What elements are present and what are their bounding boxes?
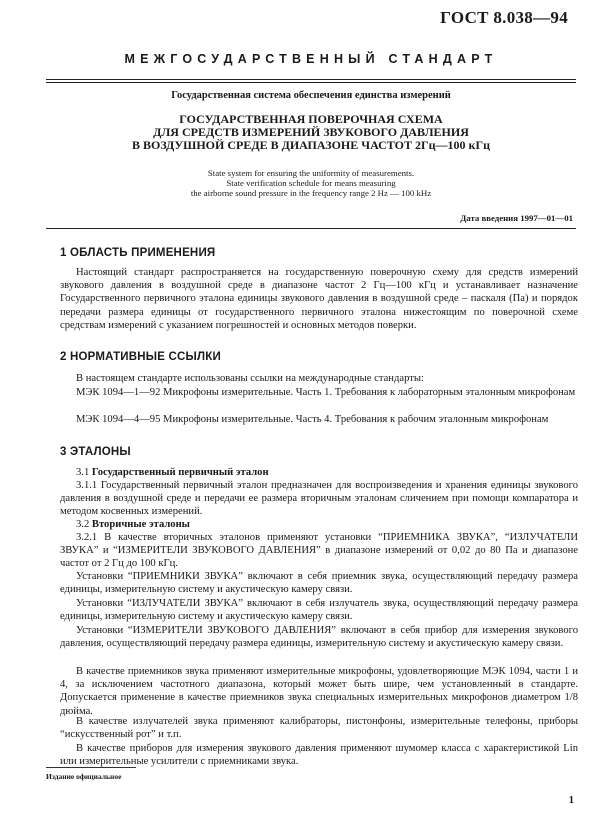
- subsection-3-2-heading: [60, 518, 578, 531]
- english-title-line: State verification schedule for means measuring: [226, 178, 396, 188]
- paragraph-3-2-1: 3.2.1 В качестве вторичных эталонов применяют установки “ПРИЕМНИКА ЗВУКА”, “ИЗЛУЧАТЕЛИ ЗВУКА” и “ИЗМЕРИТЕЛИ ЗВУКОВОГО ДАВЛЕНИЯ” в диапазоне измерений от 0,02 до 80 Па и диапазоне частот от 2 Гц до 100 кГц.: [60, 532, 578, 570]
- paragraph-receivers: Установки “ПРИЕМНИКИ ЗВУКА” включают в себя приемник звука, осуществляющий передачу размера единицы, измерительную систему и акустическую камеру связи.: [60, 571, 578, 596]
- subsection-3-2-title: Вторичные эталоны: [91, 519, 190, 530]
- document-title: [60, 113, 562, 152]
- introduction-date: Дата введения 1997—01—01: [460, 213, 573, 223]
- subsection-3-1-number: 3.1: [76, 467, 90, 478]
- section-2-heading: 2 НОРМАТИВНЫЕ ССЫЛКИ: [60, 351, 221, 363]
- subsection-3-2-number: 3.2: [76, 519, 90, 530]
- footer-rule: [46, 767, 136, 768]
- english-title-line: State system for ensuring the uniformity of measurements.: [207, 168, 415, 178]
- gost-code: ГОСТ 8.038—94: [440, 8, 568, 27]
- title-line: В ВОЗДУШНОЙ СРЕДЕ В ДИАПАЗОНЕ ЧАСТОТ 2Гц—100 кГц: [132, 138, 490, 152]
- system-line: Государственная система обеспечения единства измерений: [171, 90, 451, 101]
- section-1-text: Настоящий стандарт распространяется на государственную поверочную схему для средств измерений звукового давления в воздушной среде в диапазоне частот 2 Гц—100 кГц и устанавливает назначение Государственного первичного эталона единицы звукового давления в воздушной среде – паскаля (Па) и порядок передачи размера единицы от государственного первичного эталона нижестоящим по поверочной схеме средствам измерений с указанием погрешностей и основных методов поверки.: [60, 267, 578, 331]
- paragraph-calibrators: В качестве излучателей звука применяют калибраторы, пистонфоны, измерительные телефоны, приборы “искусственный рот” и т.п.: [60, 716, 578, 741]
- paragraph-meters: Установки “ИЗМЕРИТЕЛИ ЗВУКОВОГО ДАВЛЕНИЯ” включают в себя прибор для измерения звукового давления, осуществляющий передачу размера единицы, измерительную систему и акустическую камеру связи.: [60, 625, 578, 650]
- paragraph-3-1-1: 3.1.1 Государственный первичный эталон предназначен для воспроизведения и хранения единицы звукового давления в воздушной среде и передачи ее размера вторичным эталонам сличением при помощи компаратора и методом косвенных измерений.: [60, 480, 578, 518]
- standard-type-heading: МЕЖГОСУДАРСТВЕННЫЙ СТАНДАРТ: [124, 52, 498, 66]
- english-title-line: the airborne sound pressure in the frequency range 2 Hz — 100 kHz: [190, 188, 432, 198]
- section-2-intro: В настоящем стандарте использованы ссылки на международные стандарты:: [76, 373, 424, 384]
- title-line: ГОСУДАРСТВЕННАЯ ПОВЕРОЧНАЯ СХЕМА: [179, 112, 443, 126]
- section-1-heading: 1 ОБЛАСТЬ ПРИМЕНЕНИЯ: [60, 247, 216, 259]
- reference-2: МЭК 1094—4—95 Микрофоны измерительные. Часть 4. Требования к рабочим эталонным микрофонам: [76, 414, 549, 425]
- paragraph-emitters: Установки “ИЗЛУЧАТЕЛИ ЗВУКА” включают в себя излучатель звука, осуществляющий передачу размера единицы, измерительную систему и акустическую камеру связи.: [60, 598, 578, 623]
- edition-note: Издание официальное: [46, 772, 122, 781]
- paragraph-microphones: В качестве приемников звука применяют измерительные микрофоны, удовлетворяющие МЭК 1094, части 1 и 4, за исключением частотного диапазона, который может быть шире, чем установленный в стандарте. Допускается применение в качестве приемников звука специальных измерительных микрофонов диаметром 1/8 дюйма.: [60, 666, 578, 717]
- reference-1: МЭК 1094—1—92 Микрофоны измерительные. Часть 1. Требования к лабораторным эталонным микрофонам: [76, 387, 576, 398]
- header-rule-bottom: [46, 82, 576, 83]
- english-title: [60, 168, 562, 198]
- subsection-3-1-heading: [60, 466, 578, 479]
- header-rule-top: [46, 79, 576, 80]
- subsection-3-1-title: Государственный первичный эталон: [91, 467, 269, 478]
- paragraph-noise-meters: В качестве приборов для измерения звукового давления применяют шумомер класса с характеристикой Lin или измерительные усилители с приемниками звука.: [60, 743, 578, 768]
- title-line: ДЛЯ СРЕДСТВ ИЗМЕРЕНИЙ ЗВУКОВОГО ДАВЛЕНИЯ: [153, 125, 469, 139]
- section-3-heading: 3 ЭТАЛОНЫ: [60, 446, 131, 458]
- page-number: 1: [568, 795, 574, 806]
- title-separator-rule: [46, 228, 576, 229]
